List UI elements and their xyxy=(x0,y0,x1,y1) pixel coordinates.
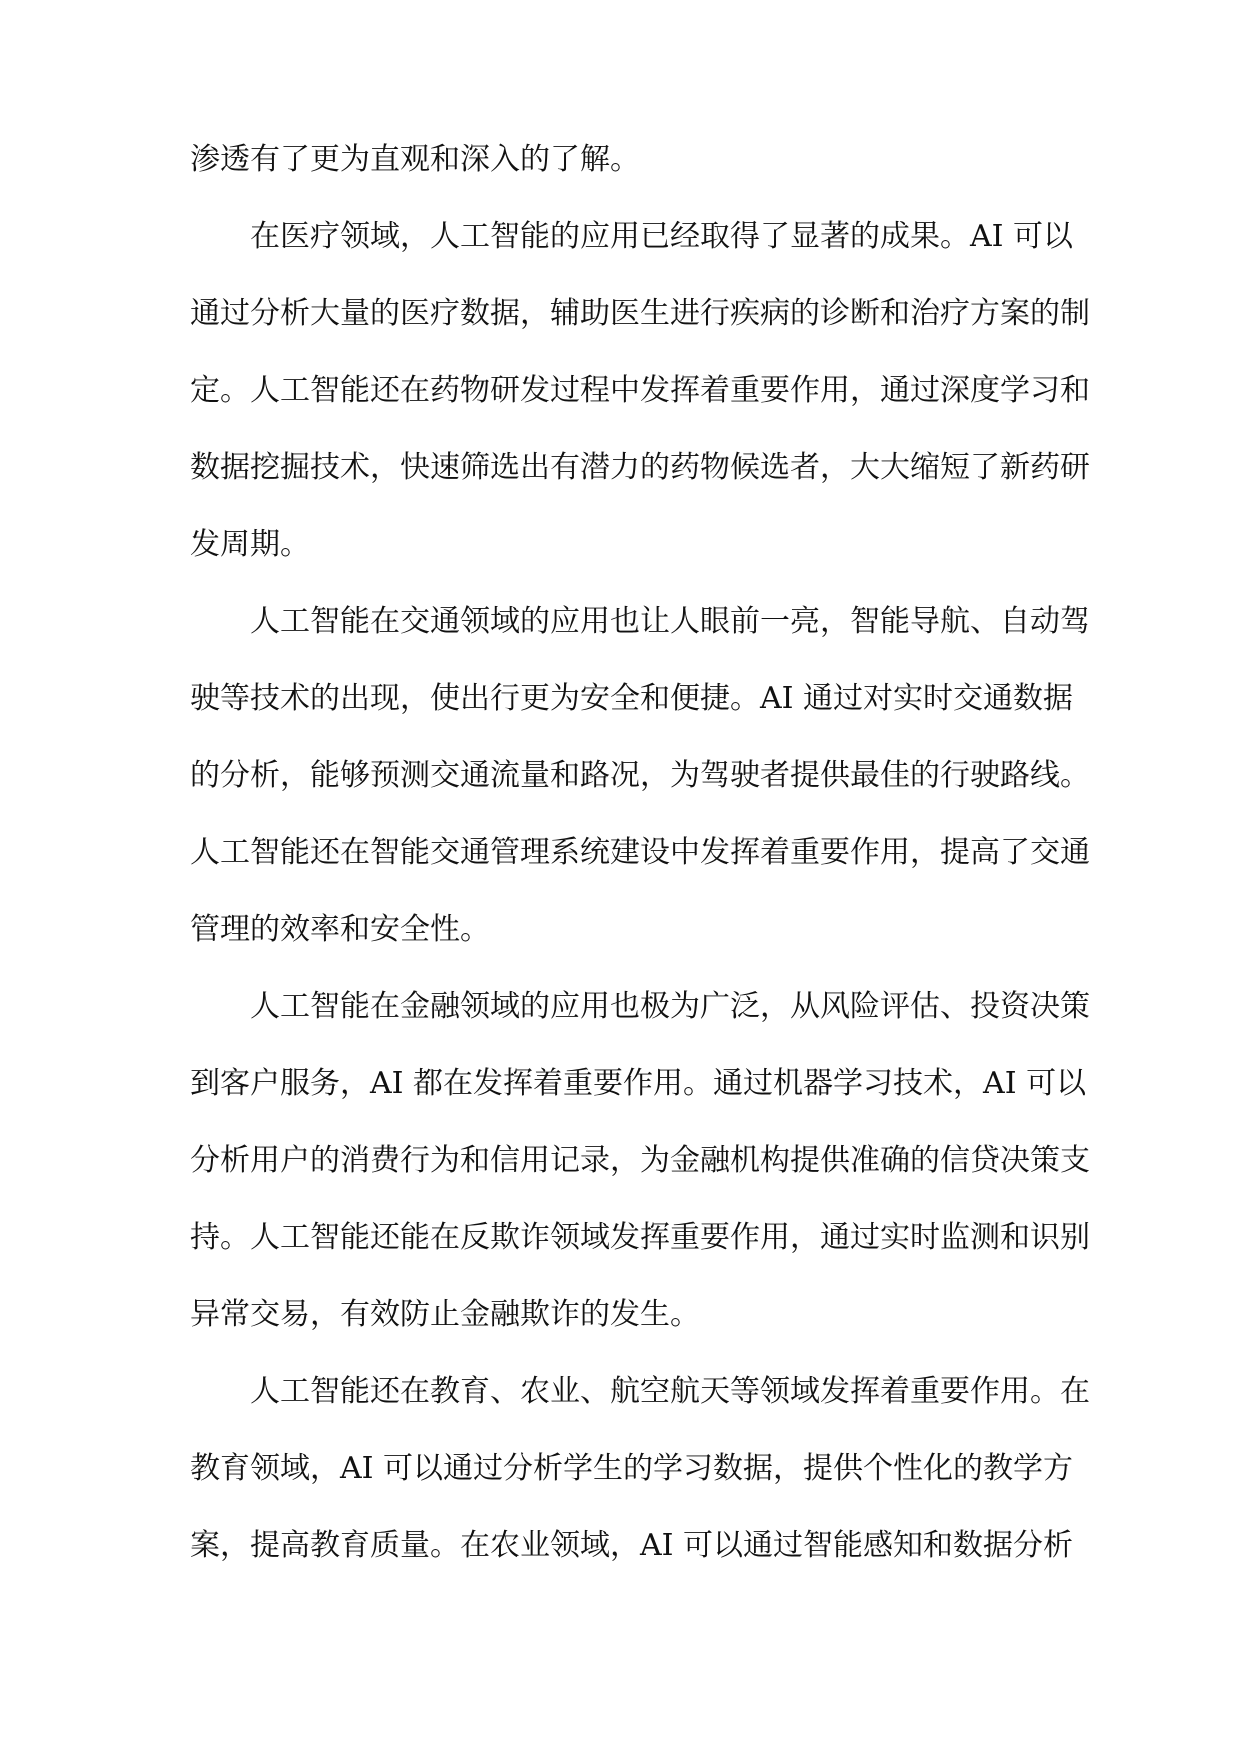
text-line: 人工智能在交通领域的应用也让人眼前一亮，智能导航、自动驾 xyxy=(250,604,1090,639)
text-line: 定。人工智能还在药物研发过程中发挥着重要作用，通过深度学习和 xyxy=(190,373,1090,408)
text-line: 人工智能还在教育、农业、航空航天等领域发挥着重要作用。在 xyxy=(250,1374,1090,1409)
text-line: 持。人工智能还能在反欺诈领域发挥重要作用，通过实时监测和识别 xyxy=(190,1220,1090,1255)
text-line: 教育领域，AI 可以通过分析学生的学习数据，提供个性化的教学方 xyxy=(190,1451,1074,1486)
text-line: 渗透有了更为直观和深入的了解。 xyxy=(190,142,640,177)
text-line: 发周期。 xyxy=(190,527,310,562)
text-line: 到客户服务，AI 都在发挥着重要作用。通过机器学习技术，AI 可以 xyxy=(190,1066,1087,1101)
body-text xyxy=(190,140,1090,1603)
text-line: 管理的效率和安全性。 xyxy=(190,912,490,947)
text-line: 数据挖掘技术，快速筛选出有潜力的药物候选者，大大缩短了新药研 xyxy=(190,450,1090,485)
text-line: 通过分析大量的医疗数据，辅助医生进行疾病的诊断和治疗方案的制 xyxy=(190,296,1090,331)
text-line: 的分析，能够预测交通流量和路况，为驾驶者提供最佳的行驶路线。 xyxy=(190,758,1090,793)
text-line: 在医疗领域，人工智能的应用已经取得了显著的成果。AI 可以 xyxy=(250,219,1074,254)
text-line: 分析用户的消费行为和信用记录，为金融机构提供准确的信贷决策支 xyxy=(190,1143,1090,1178)
text-line: 驶等技术的出现，使出行更为安全和便捷。AI 通过对实时交通数据 xyxy=(190,681,1074,716)
text-line: 人工智能在金融领域的应用也极为广泛，从风险评估、投资决策 xyxy=(250,989,1090,1024)
text-line: 人工智能还在智能交通管理系统建设中发挥着重要作用，提高了交通 xyxy=(190,835,1090,870)
text-line: 异常交易，有效防止金融欺诈的发生。 xyxy=(190,1297,700,1332)
text-line: 案，提高教育质量。在农业领域，AI 可以通过智能感知和数据分析 xyxy=(190,1528,1074,1563)
